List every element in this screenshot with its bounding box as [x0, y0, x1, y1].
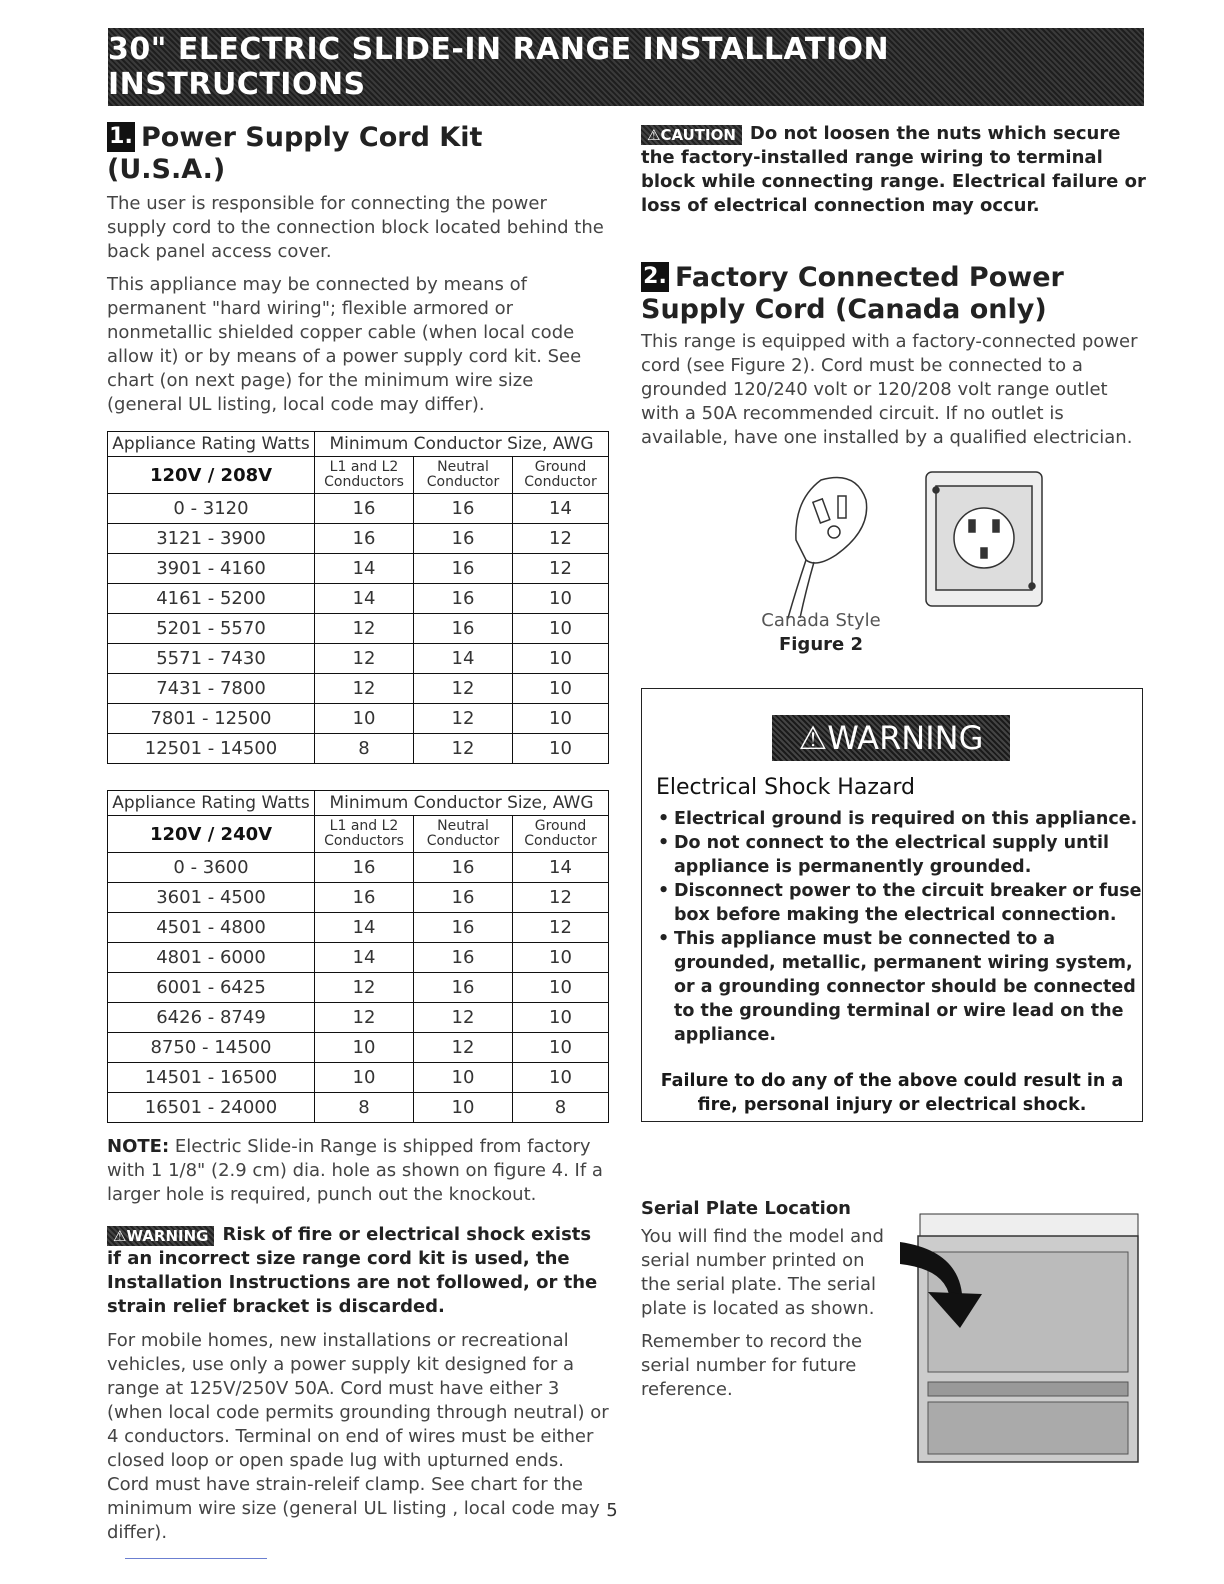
table2-col-header-min: Minimum Conductor Size, AWG: [315, 791, 609, 816]
table-cell: 3121 - 3900: [108, 524, 315, 554]
table-cell: 12: [315, 973, 414, 1003]
page-title: 30" ELECTRIC SLIDE-IN RANGE INSTALLATION INSTRUCTIONS: [108, 32, 890, 102]
table-cell: 10: [513, 1003, 609, 1033]
table2-sub-neutral: Neutral Conductor: [414, 816, 513, 853]
warning-small-badge: ⚠WARNING: [107, 1226, 214, 1246]
table-row: [108, 853, 609, 883]
table1-sub-l1l2: L1 and L2 Conductors: [315, 457, 414, 494]
table1-col-header-min: Minimum Conductor Size, AWG: [315, 432, 609, 457]
table-cell: 8: [315, 734, 414, 764]
table-cell: 16: [315, 883, 414, 913]
table-cell: 16: [315, 524, 414, 554]
warning-list: [656, 807, 1144, 1047]
warning-item: • Electrical ground is required on this appliance.: [674, 807, 1144, 831]
serial-para1: You will find the model and serial number printed on the serial plate. The serial plate is located as shown.: [641, 1226, 884, 1319]
table-cell: 0 - 3120: [108, 494, 315, 524]
table1-sub-neutral: Neutral Conductor: [414, 457, 513, 494]
plug-icon: [788, 478, 867, 619]
table2-sub-l1l2: L1 and L2 Conductors: [315, 816, 414, 853]
table-cell: 8750 - 14500: [108, 1033, 315, 1063]
section2-number: 2.: [641, 262, 669, 292]
table-row: [108, 913, 609, 943]
caution-text: Do not loosen the nuts which secure the factory-installed range wiring to terminal block while connecting range. Electrical failure or loss of electrical connection may occur.: [641, 123, 1146, 216]
section1-heading-text: Power Supply Cord Kit (U.S.A.): [107, 122, 483, 185]
table-cell: 12: [513, 554, 609, 584]
left-column: [107, 122, 609, 1545]
range-serial-figure: [898, 1212, 1142, 1464]
table-cell: 12: [513, 524, 609, 554]
table-cell: 10: [315, 704, 414, 734]
table-cell: 6001 - 6425: [108, 973, 315, 1003]
table-row: [108, 494, 609, 524]
table-cell: 10: [414, 1063, 513, 1093]
section1-para2: This appliance may be connected by means of permanent "hard wiring"; flexible armored or nonmetallic shielded copper cable (when local code allow it) or by means of a power supply cord kit. See chart (on next page) for the minimum wire size (general UL listing, local code may differ).: [107, 274, 582, 415]
table-row: [108, 614, 609, 644]
table-cell: 10: [513, 1063, 609, 1093]
mobile-homes-paragraph: For mobile homes, new installations or recreational vehicles, use only a power supply kit designed for a range at 125V/250V 50A. Cord must have either 3 (when local code permits grounding through neutral) or 4 conductors. Terminal on end of wires must be either closed loop or open spade lug with upturned ends. Cord must have strain-releif clamp. See chart for the minimum wire size (general UL listing , local code may differ).: [107, 1330, 609, 1543]
warning-small-text: Risk of fire or electrical shock exists if an incorrect size range cord kit is used, the Installation Instructions are not followed, or the strain relief bracket is discarded.: [107, 1224, 598, 1317]
table-cell: 16: [414, 913, 513, 943]
table-cell: 10: [513, 973, 609, 1003]
table-cell: 3901 - 4160: [108, 554, 315, 584]
table-row: [108, 524, 609, 554]
caution-block: [641, 122, 1146, 218]
warning-small: [107, 1223, 609, 1319]
table-cell: 5201 - 5570: [108, 614, 315, 644]
table-cell: 10: [513, 644, 609, 674]
table-cell: 12: [513, 913, 609, 943]
warning-item: • Disconnect power to the circuit breaker or fuse box before making the electrical connection.: [674, 879, 1144, 927]
table-cell: 14: [513, 494, 609, 524]
table-cell: 10: [513, 734, 609, 764]
table-cell: 16: [414, 584, 513, 614]
table-cell: 16: [414, 853, 513, 883]
table-row: [108, 883, 609, 913]
table-cell: 12: [315, 1003, 414, 1033]
table-cell: 10: [414, 1093, 513, 1123]
table-row: [108, 1093, 609, 1123]
table-cell: 12: [513, 883, 609, 913]
table-cell: 10: [315, 1033, 414, 1063]
table-cell: 14: [315, 943, 414, 973]
table-cell: 10: [315, 1063, 414, 1093]
table2-col-header-rating: Appliance Rating Watts: [108, 791, 315, 816]
section1-heading: [107, 122, 609, 186]
table-cell: 4801 - 6000: [108, 943, 315, 973]
warning-failure-text: Failure to do any of the above could result in a fire, personal injury or electrical shock.: [660, 1071, 1124, 1115]
table-cell: 6426 - 8749: [108, 1003, 315, 1033]
wire-table-240: [107, 790, 609, 1123]
section1-para1: The user is responsible for connecting the power supply cord to the connection block located behind the back panel access cover.: [107, 193, 604, 262]
table-cell: 14: [315, 554, 414, 584]
table-cell: 14: [315, 913, 414, 943]
table-cell: 4161 - 5200: [108, 584, 315, 614]
table-cell: 4501 - 4800: [108, 913, 315, 943]
table-cell: 10: [513, 704, 609, 734]
wire-table-208: [107, 431, 609, 764]
footer-line: [125, 1558, 267, 1559]
caution-badge: ⚠CAUTION: [641, 125, 742, 145]
table-cell: 16: [414, 943, 513, 973]
table-row: [108, 584, 609, 614]
table-cell: 10: [513, 584, 609, 614]
note-paragraph: [107, 1135, 609, 1207]
table-cell: 16501 - 24000: [108, 1093, 315, 1123]
warning-item: • This appliance must be connected to a grounded, metallic, permanent wiring system, or a grounding connector should be connected to the grounding terminal or wire lead on the appliance.: [674, 927, 1144, 1047]
table-cell: 14: [315, 584, 414, 614]
table-row: [108, 644, 609, 674]
table-row: [108, 973, 609, 1003]
serial-para2: Remember to record the serial number for future reference.: [641, 1331, 863, 1400]
table-cell: 16: [315, 494, 414, 524]
table-row: [108, 674, 609, 704]
table-cell: 16: [414, 524, 513, 554]
warning-box-title: Electrical Shock Hazard: [656, 775, 915, 800]
warning-banner: ⚠WARNING: [772, 715, 1010, 761]
table-cell: 3601 - 4500: [108, 883, 315, 913]
table-cell: 12501 - 14500: [108, 734, 315, 764]
warning-item: • Do not connect to the electrical supply until appliance is permanently grounded.: [674, 831, 1144, 879]
table-cell: 8: [315, 1093, 414, 1123]
section2-para: This range is equipped with a factory-connected power cord (see Figure 2). Cord must be connected to a grounded 120/240 volt or 120/208 volt range outlet with a 50A recommended circuit. If no outlet is available, have one installed by a qualified electrician.: [641, 331, 1138, 448]
title-banner: [108, 28, 1144, 106]
table-cell: 10: [513, 674, 609, 704]
table-cell: 12: [315, 644, 414, 674]
table-cell: 16: [414, 614, 513, 644]
table-row: [108, 1033, 609, 1063]
figure2-label: Figure 2: [778, 634, 864, 655]
table2-sub-ground: Ground Conductor: [513, 816, 609, 853]
table-cell: 0 - 3600: [108, 853, 315, 883]
note-label: NOTE:: [107, 1136, 170, 1157]
table1-sub-ground: Ground Conductor: [513, 457, 609, 494]
table-cell: 7801 - 12500: [108, 704, 315, 734]
electrical-shock-warning-box: [641, 688, 1143, 1122]
table-cell: 8: [513, 1093, 609, 1123]
table-row: [108, 734, 609, 764]
section2-heading-text: Factory Connected Power Supply Cord (Canada only): [641, 262, 1064, 325]
serial-heading: Serial Plate Location: [641, 1198, 851, 1219]
table-row: [108, 943, 609, 973]
serial-section: [641, 1198, 897, 1402]
page-number: 5: [606, 1500, 618, 1521]
table-row: [108, 554, 609, 584]
table-row: [108, 1003, 609, 1033]
table-cell: 12: [414, 1003, 513, 1033]
table2-voltage: 120V / 240V: [108, 816, 315, 853]
table-cell: 10: [513, 943, 609, 973]
table-cell: 7431 - 7800: [108, 674, 315, 704]
note-text: Electric Slide-in Range is shipped from factory with 1 1/8" (2.9 cm) dia. hole as shown on figure 4. If a larger hole is required, punch out the knockout.: [107, 1136, 603, 1205]
table-cell: 14501 - 16500: [108, 1063, 315, 1093]
table-cell: 16: [315, 853, 414, 883]
table1-voltage: 120V / 208V: [108, 457, 315, 494]
table-row: [108, 704, 609, 734]
table-cell: 5571 - 7430: [108, 644, 315, 674]
table-cell: 12: [414, 1033, 513, 1063]
section1-number: 1.: [107, 122, 135, 152]
range-icon: [918, 1214, 1138, 1462]
table-cell: 12: [315, 614, 414, 644]
outlet-icon: [926, 472, 1042, 606]
section2-heading: [641, 262, 1146, 326]
figure2-caption: Canada Style: [761, 610, 881, 631]
table-cell: 16: [414, 494, 513, 524]
canada-plug-figure: [776, 460, 1046, 620]
table-cell: 12: [414, 674, 513, 704]
table-cell: 10: [513, 614, 609, 644]
table-cell: 16: [414, 554, 513, 584]
table1-col-header-rating: Appliance Rating Watts: [108, 432, 315, 457]
table-cell: 16: [414, 973, 513, 1003]
table-cell: 12: [414, 704, 513, 734]
right-column: [641, 122, 1146, 450]
table-cell: 10: [513, 1033, 609, 1063]
table-cell: 14: [414, 644, 513, 674]
table-cell: 12: [414, 734, 513, 764]
table-row: [108, 1063, 609, 1093]
table-cell: 12: [315, 674, 414, 704]
table-cell: 16: [414, 883, 513, 913]
table-cell: 14: [513, 853, 609, 883]
